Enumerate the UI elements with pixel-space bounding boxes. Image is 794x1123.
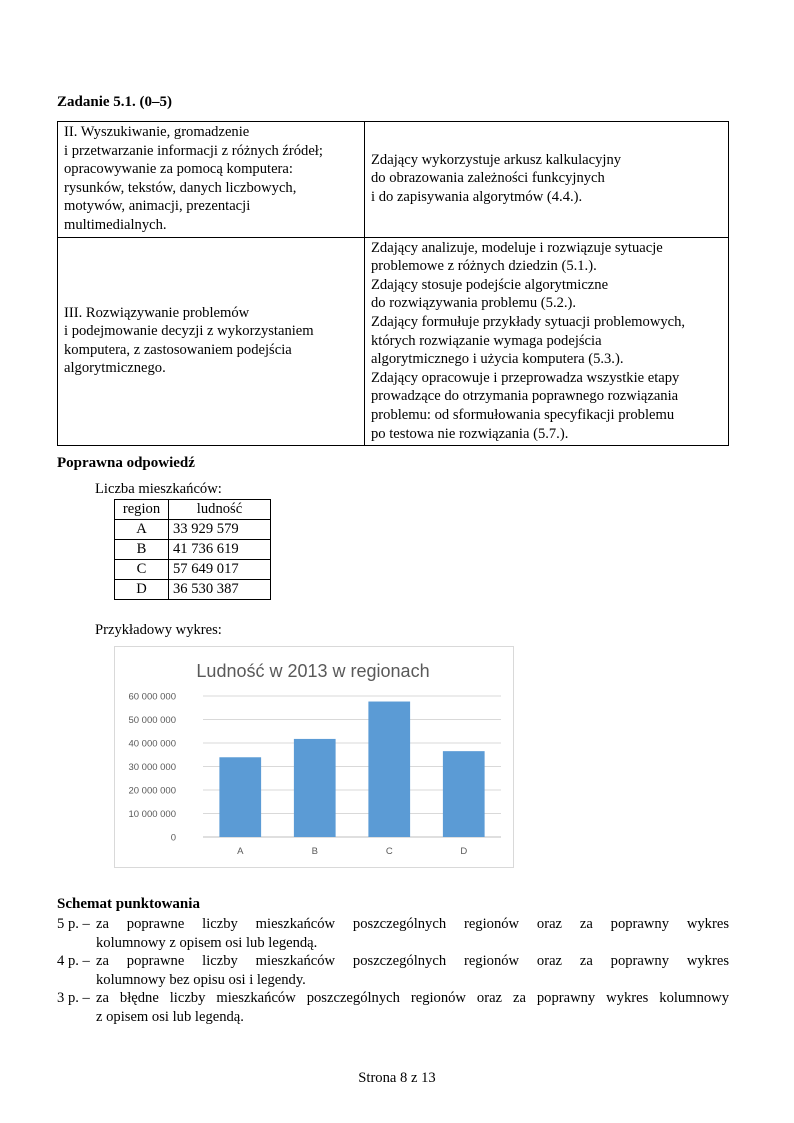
population-cell: 36 530 387 (169, 580, 271, 600)
text-line: Zdający stosuje podejście algorytmiczne (371, 276, 609, 293)
text-line: III. Rozwiązywanie problemów (64, 304, 250, 321)
chart-y-axis (128, 692, 176, 844)
text-line: problemowe z różnych dziedzin (5.1.). (371, 258, 597, 275)
chart-canvas (115, 647, 513, 867)
region-cell: A (115, 520, 169, 540)
requirements-row (58, 237, 729, 446)
scoring-item (57, 989, 729, 1026)
table-header-row (115, 500, 271, 520)
page-footer: Strona 8 z 13 (358, 1070, 436, 1086)
text-line: algorytmicznego i użycia komputera (5.3.). (371, 351, 624, 368)
text-line: Zdający opracowuje i przeprowadza wszystkie etapy (371, 369, 680, 386)
text-line: II. Wyszukiwanie, gromadzenie (64, 124, 250, 140)
text-line: problemu: od sformułowania specyfikacji problemu (371, 406, 675, 423)
text-line: których rozwiązanie wymaga podejścia (371, 332, 602, 349)
x-tick-label: B (311, 846, 318, 857)
scoring-text: za poprawne liczby mieszkańców poszczególnych regionów oraz za poprawny wykres (96, 953, 729, 969)
general-requirement-cell (58, 237, 365, 446)
y-tick-label: 30 000 000 (128, 762, 176, 773)
text-line: motywów, animacji, prezentacji (64, 198, 251, 215)
scoring-item (57, 952, 729, 989)
table-row (115, 540, 271, 560)
text-line: opracowywanie za pomocą komputera: (64, 161, 293, 178)
scoring-text: kolumnowy z opisem osi lub legendą. (96, 934, 318, 951)
text-line: komputera, z zastosowaniem podejścia (64, 341, 292, 358)
scoring-text: za poprawne liczby mieszkańców poszczególnych regionów oraz za poprawny wykres (96, 916, 729, 932)
scoring-points: 5 p. – (57, 916, 90, 932)
population-cell: 41 736 619 (169, 540, 271, 560)
scoring-text: kolumnowy bez opisu osi i legendy. (96, 971, 306, 988)
text-line: do rozwiązywania problemu (5.2.). (371, 295, 577, 312)
y-tick-label: 20 000 000 (128, 785, 176, 797)
y-tick-label: 10 000 000 (128, 809, 176, 820)
y-tick-label: 60 000 000 (128, 691, 176, 703)
specific-requirement-cell (365, 237, 729, 446)
x-tick-label: D (460, 846, 468, 857)
bar-b (294, 739, 336, 837)
y-tick-label: 50 000 000 (128, 715, 176, 726)
text-line: i podejmowanie decyzji z wykorzystaniem (64, 323, 314, 340)
text-line: po testowa nie rozwiązania (5.7.). (371, 425, 569, 442)
population-cell: 33 929 579 (169, 520, 271, 540)
scoring-text: za błędne liczby mieszkańców poszczególnych regionów oraz za poprawny wykres kolumnowy (96, 990, 729, 1006)
chart-x-axis (237, 846, 467, 857)
bar-c (368, 702, 410, 837)
bar-a (219, 757, 261, 837)
population-chart (114, 646, 514, 868)
bar-d (443, 751, 485, 837)
requirements-row (58, 122, 729, 238)
text-line: do obrazowania zależności funkcyjnych (371, 170, 605, 187)
text-line: Zdający analizuje, modeluje i rozwiązuje sytuacje (371, 239, 663, 256)
x-tick-label: A (237, 846, 244, 857)
chart-title: Ludność w 2013 w regionach (196, 661, 430, 681)
specific-requirement-cell (365, 122, 729, 238)
table-row (115, 560, 271, 580)
region-cell: C (115, 560, 169, 580)
table-row (115, 520, 271, 540)
text-line: rysunków, tekstów, danych liczbowych, (64, 179, 297, 196)
text-line: algorytmicznego. (64, 360, 166, 377)
scoring-item (57, 915, 729, 952)
scoring-points: 4 p. – (57, 953, 90, 969)
y-tick-label: 40 000 000 (128, 738, 176, 750)
task-title: Zadanie 5.1. (0–5) (57, 94, 173, 110)
scoring-points: 3 p. – (57, 990, 90, 1006)
region-cell: D (115, 580, 169, 600)
column-header: region (115, 500, 169, 520)
scoring-text: z opisem osi lub legendą. (96, 1008, 244, 1025)
population-label: Liczba mieszkańców: (95, 481, 222, 497)
scoring-heading: Schemat punktowania (57, 896, 200, 912)
column-header: ludność (169, 500, 271, 520)
y-tick-label: 0 (170, 832, 176, 844)
population-table (114, 499, 271, 600)
chart-label: Przykładowy wykres: (95, 622, 222, 638)
answer-heading: Poprawna odpowiedź (57, 455, 195, 471)
table-row (115, 580, 271, 600)
chart-bars (219, 702, 484, 837)
region-cell: B (115, 540, 169, 560)
text-line: multimedialnych. (64, 216, 167, 233)
text-line: i do zapisywania algorytmów (4.4.). (371, 189, 583, 206)
general-requirement-cell (58, 122, 365, 238)
text-line: Zdający wykorzystuje arkusz kalkulacyjny (371, 151, 622, 168)
text-line: Zdający formułuje przykłady sytuacji problemowych, (371, 313, 686, 330)
text-line: i przetwarzanie informacji z różnych źródeł; (64, 142, 323, 159)
population-cell: 57 649 017 (169, 560, 271, 580)
requirements-table (57, 121, 729, 446)
text-line: prowadzące do otrzymania poprawnego rozwiązania (371, 388, 679, 405)
x-tick-label: C (385, 846, 393, 857)
